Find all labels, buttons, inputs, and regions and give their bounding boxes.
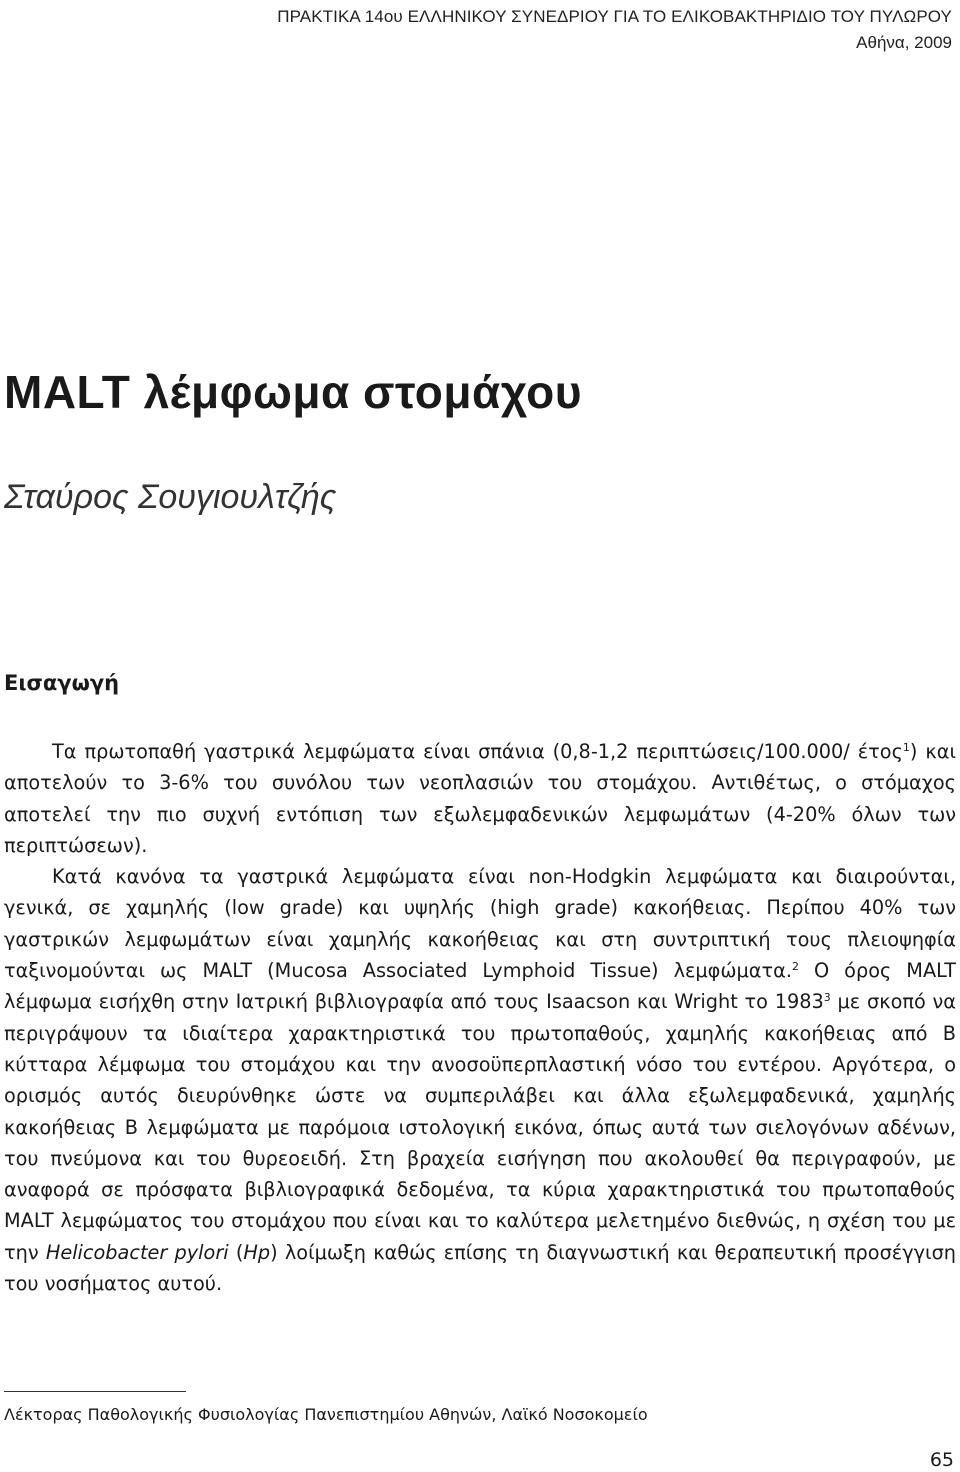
section-heading: Εισαγωγή	[4, 671, 120, 695]
p2-text-c: με σκοπό να περιγράψουν τα ιδιαίτερα χαρακτηριστικά του πρωτοπαθούς, χαμηλής κακοήθειας από Β κύτταρα λέμφωμα του στομάχου και την ανοσοϋπερπλαστική νόσο του εντέρου. Αργότερα, ο ορισμός αυτός διευρύνθηκε ώστε να συμπεριλάβει και άλλα εξωλεμφαδενικά, χαμηλής κακοήθειας Β λεμφώματα με παρόμοια ιστολογική εικόνα, όπως αυτά των σιελογόνων αδένων, του πνεύμονα και του θυρεοειδή. Στη βραχεία εισήγηση που ακολουθεί θα περιγραφούν, με αναφορά σε πρόσφατα βιβλιογραφικά δεδομένα, τα κύρια χαρακτηριστικά του πρωτοπαθούς MALT λεμφώματος του στομάχου που είναι και το καλύτερα μελετημένο διεθνώς, η σχέση του με την	[4, 990, 957, 1264]
reference-3: 3	[823, 991, 831, 1005]
p1-text-b: ) και αποτελούν το 3-6% του συνόλου των νεοπλασιών του στομάχου. Αντιθέτως, ο στόμαχος αποτελεί την πιο συχνή εντόπιση των εξωλεμφαδενικών λεμφωμάτων (4-20% όλων των περιπτώσεων).	[4, 740, 957, 857]
paragraph-1	[4, 736, 956, 861]
author-affiliation-footnote: Λέκτορας Παθολογικής Φυσιολογίας Πανεπιστημίου Αθηνών, Λαϊκό Νοσοκομείο	[4, 1405, 648, 1424]
species-abbreviation: Hp	[243, 1240, 271, 1264]
p2-text-b: Ο όρος MALT λέμφωμα εισήχθη στην Ιατρική βιβλιογραφία από τους Isaacson και Wright το 1983	[4, 959, 956, 1014]
running-header	[277, 4, 952, 56]
reference-1: 1	[902, 741, 910, 754]
proceedings-title: ΠΡΑΚΤΙΚΑ 14ου ΕΛΛΗΝΙΚΟΥ ΣΥΝΕΔΡΙΟΥ ΓΙΑ ΤΟ ΕΛΙΚΟΒΑΚΤΗΡΙΔΙΟ ΤΟΥ ΠΥΛΩΡΟΥ	[277, 7, 952, 26]
p2-text-e: ) λοίμωξη καθώς επίσης τη διαγνωστική και θεραπευτική προσέγγιση του νοσήματος αυτού.	[4, 1240, 957, 1296]
place-date: Αθήνα, 2009	[856, 33, 952, 52]
body-text	[4, 736, 956, 1299]
p1-text-a: Τα πρωτοπαθή γαστρικά λεμφώματα είναι σπάνια (0,8-1,2 περιπτώσεις/100.000/ έτος	[52, 740, 903, 763]
p2-text-d: (	[228, 1240, 244, 1264]
reference-2: 2	[791, 960, 799, 974]
footnote-divider	[4, 1391, 186, 1392]
article-title: MALT λέμφωμα στομάχου	[4, 366, 582, 418]
species-name: Helicobacter pylori	[45, 1240, 229, 1264]
page-number: 65	[929, 1449, 954, 1471]
paragraph-2	[4, 861, 956, 1299]
p2-text-a: Κατά κανόνα τα γαστρικά λεμφώματα είναι non-Hodgkin λεμφώματα και διαιρούνται, γενικά, σε χαμηλής (low grade) και υψηλής (high grade) κακοήθειας. Περίπου 40% των γαστρικών λεμφωμάτων είναι χαμηλής κακοήθειας και στη συντριπτική τους πλειοψηφία ταξινομούνται ως MALT (Mucosa Associated Lymphoid Tissue) λεμφώματα.	[4, 865, 956, 983]
article-author: Σταύρος Σουγιουλτζής	[4, 478, 337, 516]
